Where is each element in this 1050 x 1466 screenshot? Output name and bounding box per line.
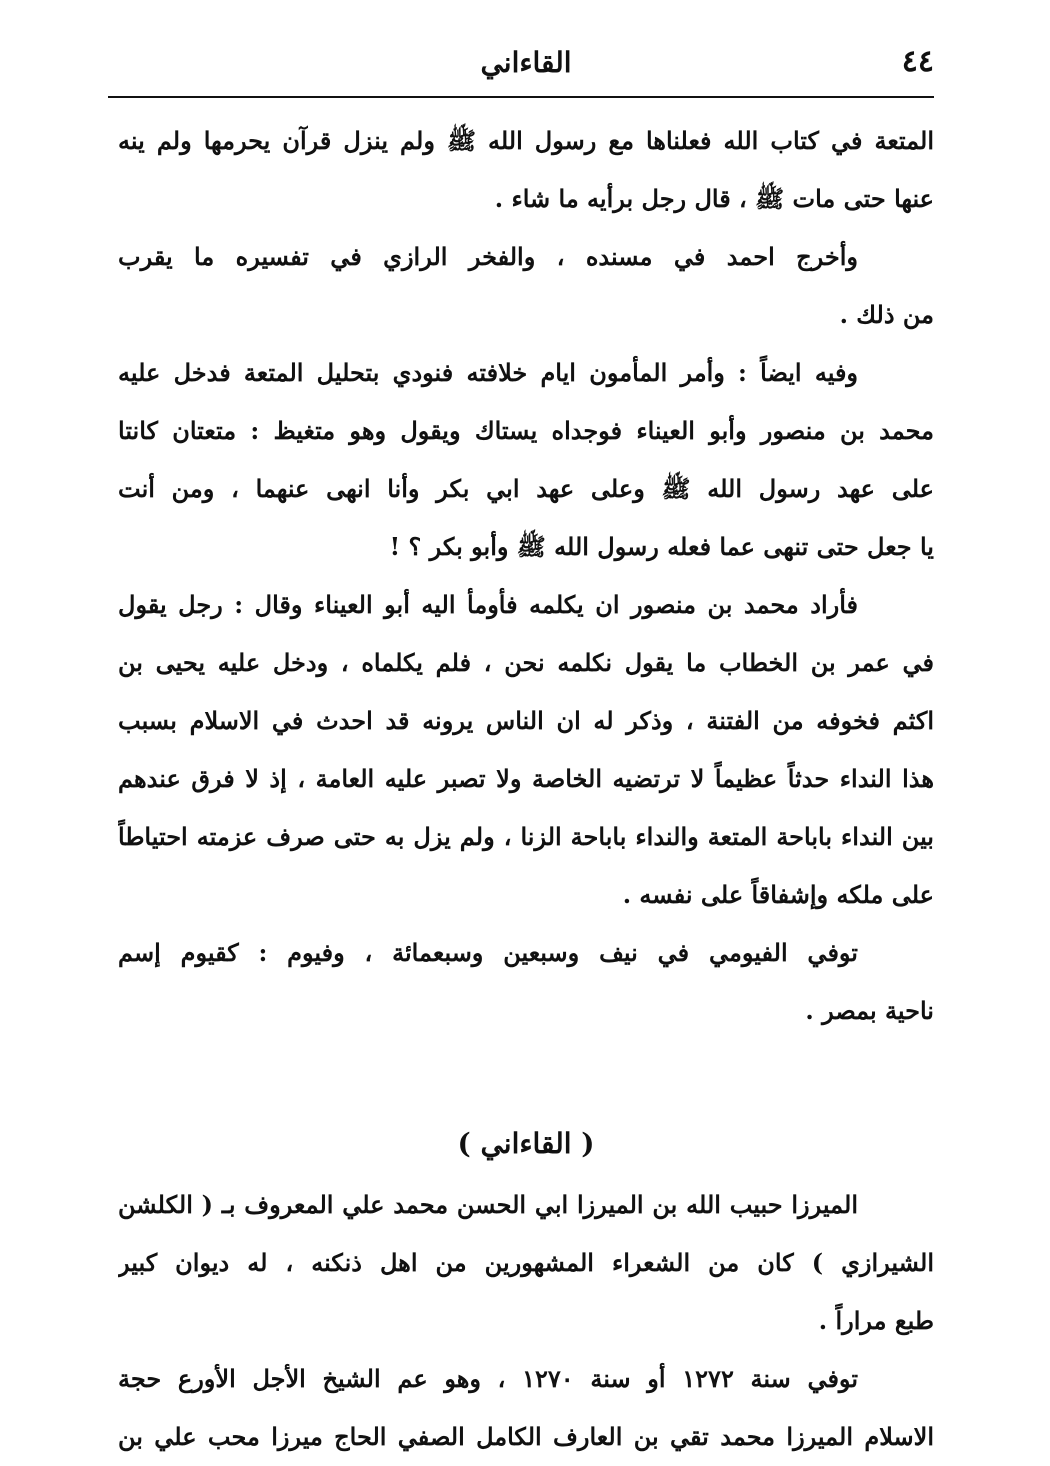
text-line: الشيرازي ) كان من الشعراء المشهورين من اهل ذنكنه ، له ديوان كبير [118,1248,934,1277]
page-body [118,112,934,1466]
text-line: هذا النداء حدثاً عظيماً لا ترتضيه الخاصة ولا تصبر عليه العامة ، إذ لا فرق عندهم [118,764,934,793]
text-line: طبع مراراً . [818,1306,934,1335]
text-line: توفي سنة ١٢٧٢ أو سنة ١٢٧٠ ، وهو عم الشيخ الأجل الأورع حجة [118,1364,858,1393]
text-line: الميرزا حبيب الله بن الميرزا ابي الحسن محمد علي المعروف بـ ( الكلشن [118,1190,858,1219]
text-line: من ذلك . [839,300,934,329]
text-line: فأراد محمد بن منصور ان يكلمه فأومأ اليه أبو العيناء وقال : رجل يقول [118,590,858,619]
text-line: بين النداء باباحة المتعة والنداء باباحة الزنا ، ولم يزل به حتى صرف عزمته احتياطاً [118,822,934,851]
running-title: القاءاني [480,46,572,79]
text-line: يا جعل حتى تنهى عما فعله رسول الله ﷺ وأبو بكر ؟ ! [389,532,934,561]
text-line: وأخرج احمد في مسنده ، والفخر الرازي في تفسيره ما يقرب [118,242,859,271]
text-line: في عمر بن الخطاب ما يقول نكلمه نحن ، فلم يكلماه ، ودخل عليه يحيى بن [118,648,934,677]
page-number: ٤٤ [901,44,934,79]
text-line: محمد بن منصور وأبو العيناء فوجداه يستاك ويقول وهو متغيظ : متعتان كانتا [118,416,934,445]
text-line: وفيه ايضاً : وأمر المأمون ايام خلافته فنودي بتحليل المتعة فدخل عليه [118,358,858,387]
text-line: على عهد رسول الله ﷺ وعلى عهد ابي بكر وأنا انهى عنهما ، ومن أنت [118,474,934,503]
text-line: الاسلام الميرزا محمد تقي بن العارف الكامل الصفي الحاج ميرزا محب علي بن [118,1422,934,1451]
section-title: ( القاءاني ) [457,1127,595,1160]
section-spacer [118,1040,934,1112]
text-line: عنها حتى مات ﷺ ، قال رجل برأيه ما شاء . [494,184,934,213]
text-line: ناحية بمصر . [805,996,934,1025]
text-line: المتعة في كتاب الله فعلناها مع رسول الله ﷺ ولم ينزل قرآن يحرمها ولم ينه [118,126,934,155]
page-header [118,40,934,96]
text-line: اكثم فخوفه من الفتنة ، وذكر له ان الناس يرونه قد احدث في الاسلام بسبب [118,706,934,735]
header-rule [108,96,934,98]
text-line: على ملكه وإشفاقاً على نفسه . [622,880,934,909]
text-line: توفي الفيومي في نيف وسبعين وسبعمائة ، وفيوم : كقيوم إسم [118,938,858,967]
